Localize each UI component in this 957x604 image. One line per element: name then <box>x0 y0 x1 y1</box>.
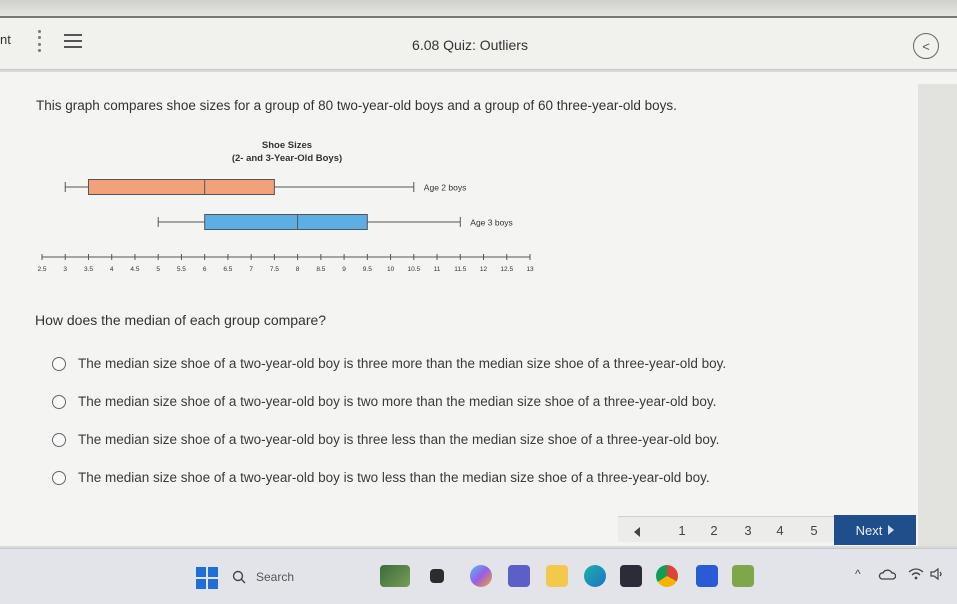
page-title: 6.08 Quiz: Outliers <box>412 37 528 53</box>
search-placeholder: Search <box>256 570 295 584</box>
task-view-icon[interactable] <box>430 569 444 583</box>
option-label: The median size shoe of a two-year-old boy is three more than the median size shoe of a three-year-old boy. <box>78 356 727 371</box>
question-text: How does the median of each group compare? <box>35 312 327 328</box>
series-label: Age 2 boys <box>423 182 467 193</box>
answer-option-a[interactable] <box>52 356 726 371</box>
teams-icon[interactable] <box>508 565 530 587</box>
taskbar-search[interactable] <box>232 566 374 588</box>
question-prompt: This graph compares shoe sizes for a group of 80 two-year-old boys and a group of 60 three-year-old boys. <box>36 98 677 113</box>
x-tick-label: 13 <box>526 266 534 273</box>
copilot-icon[interactable] <box>470 565 492 587</box>
option-label: The median size shoe of a two-year-old boy is two less than the median size shoe of a three-year-old boy. <box>78 470 710 485</box>
x-tick-label: 6 <box>202 266 207 273</box>
wifi-icon[interactable] <box>908 567 924 581</box>
page-link-5[interactable]: 5 <box>810 523 818 538</box>
option-label: The median size shoe of a two-year-old boy is two more than the median size shoe of a three-year-old boy. <box>78 394 717 409</box>
store-icon[interactable] <box>620 565 642 587</box>
x-tick-label: 4 <box>109 266 114 273</box>
x-tick-label: 12 <box>479 266 488 273</box>
page-link-1[interactable]: 1 <box>678 523 686 538</box>
widgets-icon[interactable] <box>380 565 410 587</box>
boxplot-1 <box>65 180 466 195</box>
edge-browser-icon[interactable] <box>584 565 606 587</box>
file-explorer-icon[interactable] <box>546 565 568 587</box>
x-tick-label: 4.5 <box>130 266 140 273</box>
x-tick-label: 7.5 <box>269 266 279 273</box>
boxplot-2 <box>158 215 513 230</box>
next-button[interactable] <box>834 515 916 545</box>
x-tick-label: 9.5 <box>362 266 372 273</box>
next-button-label: Next <box>855 522 883 538</box>
iqr-box <box>88 180 274 195</box>
volume-icon[interactable] <box>930 567 944 581</box>
x-tick-label: 3 <box>63 266 68 273</box>
x-tick-label: 5.5 <box>176 266 186 273</box>
option-label: The median size shoe of a two-year-old boy is three less than the median size shoe of a three-year-old boy. <box>78 432 720 447</box>
x-tick-label: 3.5 <box>83 266 93 273</box>
x-tick-label: 7 <box>249 266 253 273</box>
x-tick-label: 11.5 <box>454 266 467 273</box>
windows-taskbar <box>0 548 957 604</box>
chevron-up-icon[interactable]: ^ <box>855 567 861 581</box>
x-tick-label: 2.5 <box>37 266 47 273</box>
hamburger-menu-icon[interactable] <box>64 34 82 48</box>
search-icon <box>232 570 246 584</box>
x-tick-label: 6.5 <box>223 266 233 273</box>
radio-button[interactable] <box>52 395 66 409</box>
answer-option-d[interactable] <box>52 470 710 485</box>
x-tick-label: 10 <box>386 266 395 273</box>
quiz-header <box>0 18 957 70</box>
x-tick-label: 11 <box>433 266 441 273</box>
page-link-3[interactable]: 3 <box>744 523 752 538</box>
box-plot-chart <box>30 135 545 285</box>
x-tick-label: 10.5 <box>407 266 421 273</box>
right-side-strip <box>918 84 957 546</box>
x-tick-label: 5 <box>156 266 161 273</box>
x-tick-label: 8 <box>295 266 300 273</box>
vertical-dots-icon[interactable] <box>36 30 42 52</box>
page-link-4[interactable]: 4 <box>776 523 784 538</box>
play-arrow-icon <box>888 525 894 535</box>
radio-button[interactable] <box>52 471 66 485</box>
calculator-icon[interactable] <box>732 565 754 587</box>
x-tick-label: 12.5 <box>500 266 514 273</box>
radio-button[interactable] <box>52 357 66 371</box>
answer-option-b[interactable] <box>52 394 716 409</box>
answer-option-c[interactable] <box>52 432 719 447</box>
onedrive-icon[interactable] <box>878 568 896 580</box>
iqr-box <box>205 215 368 230</box>
page-link-2[interactable]: 2 <box>710 523 718 538</box>
header-prev-fragment: nt <box>0 32 11 47</box>
windows-start-icon[interactable] <box>196 567 218 589</box>
back-chevron-icon[interactable]: < <box>913 33 939 59</box>
previous-page-icon[interactable] <box>634 527 640 537</box>
browser-top-strip <box>0 0 957 18</box>
chart-subtitle: (2- and 3-Year-Old Boys) <box>231 153 343 164</box>
x-tick-label: 9 <box>342 266 346 273</box>
chart-title: Shoe Sizes <box>261 140 313 151</box>
pagination-bar <box>618 516 838 542</box>
app-icon[interactable] <box>696 565 718 587</box>
x-tick-label: 8.5 <box>316 266 326 273</box>
radio-button[interactable] <box>52 433 66 447</box>
chrome-icon[interactable] <box>656 565 678 587</box>
series-label: Age 3 boys <box>470 217 513 228</box>
